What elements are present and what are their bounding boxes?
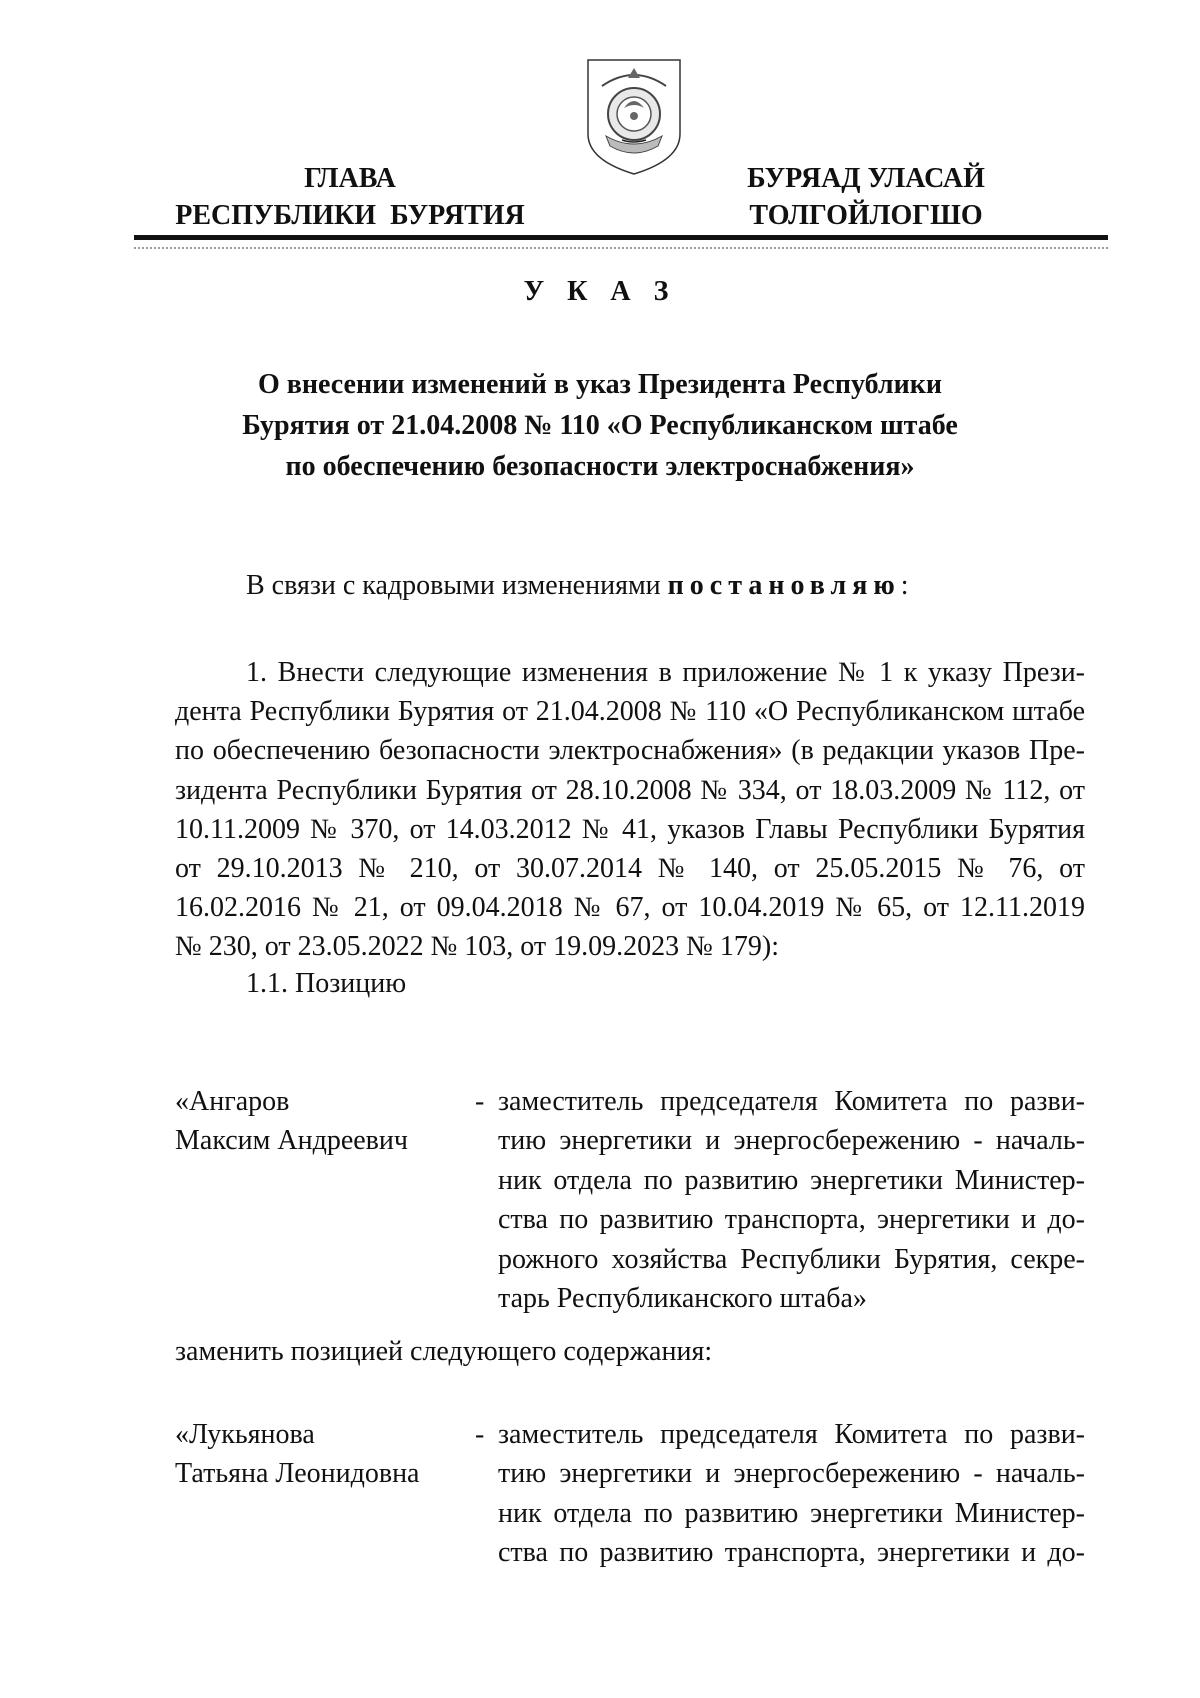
description-line: тарь Республиканского штаба»: [498, 1283, 867, 1315]
document-title-line: по обеспечению безопасности электроснабжения»: [285, 451, 915, 482]
paragraph-line: № 230, от 23.05.2022 № 103, от 19.09.2023 № 179):: [175, 931, 779, 963]
paragraph-line: от 29.10.2013 № 210, от 30.07.2014 № 140, от 25.05.2015 № 76, от: [175, 853, 1085, 885]
subpoint-1-1: 1.1. Позицию: [246, 968, 407, 999]
issuer-title-bua-line1: БУРЯАД УЛАСАЙ: [747, 163, 985, 194]
document-title-line: Бурятия от 21.04.2008 № 110 «О Республиканском штабе: [242, 410, 958, 441]
preamble-decision-word: постановляю: [667, 570, 901, 601]
issuer-title-bua: [708, 160, 1024, 234]
description-line: ник отдела по развитию энергетики Министер-: [498, 1164, 1085, 1196]
new-position-description: [498, 1415, 1085, 1573]
description-line: ник отдела по развитию энергетики Министер-: [498, 1497, 1085, 1529]
preamble: [246, 570, 909, 602]
document-type: У К А З: [523, 276, 677, 307]
issuer-title-ru-line2: РЕСПУБЛИКИ БУРЯТИЯ: [175, 200, 525, 231]
old-position-description: [498, 1082, 1085, 1318]
issuer-title-ru-line1: ГЛАВА: [304, 163, 396, 194]
paragraph-line: 1. Внести следующие изменения в приложение № 1 к указу Прези-: [246, 657, 1085, 688]
new-position-given-names: Татьяна Леонидовна: [175, 1458, 420, 1490]
document-title: [200, 364, 1000, 487]
issuer-title-ru: [160, 160, 540, 234]
description-line: ства по развитию транспорта, энергетики и до-: [498, 1537, 1085, 1569]
description-line: рожного хозяйства Республики Бурятия, секре-: [498, 1243, 1085, 1275]
new-position-dash: -: [475, 1419, 485, 1450]
description-line: ства по развитию транспорта, энергетики и до-: [498, 1204, 1085, 1236]
old-position-dash: -: [475, 1086, 485, 1117]
paragraph-line: 16.02.2016 № 21, от 09.04.2018 № 67, от 10.04.2019 № 65, от 12.11.2019: [175, 892, 1085, 924]
header-divider-thin: [134, 247, 1108, 249]
description-line: тию энергетики и энергосбережению - началь-: [498, 1125, 1085, 1157]
paragraph-line: по обеспечению безопасности электроснабжения» (в редакции указов Пре-: [175, 735, 1085, 767]
preamble-colon: :: [900, 570, 909, 601]
paragraph-line: 10.11.2009 № 370, от 14.03.2012 № 41, указов Главы Республики Бурятия: [175, 813, 1085, 845]
description-line: заместитель председателя Комитета по разви-: [498, 1419, 1085, 1450]
paragraph-line: дента Республики Бурятия от 21.04.2008 № 110 «О Республиканском штабе: [175, 696, 1085, 728]
preamble-text: В связи с кадровыми изменениями: [246, 570, 668, 601]
header-divider-thick: [134, 235, 1108, 240]
coat-of-arms-icon: [582, 56, 686, 178]
new-position-surname: «Лукьянова: [175, 1419, 315, 1450]
old-position-given-names: Максим Андреевич: [175, 1125, 408, 1157]
old-position-name: [175, 1082, 475, 1161]
issuer-title-bua-line2: ТОЛГОЙЛОГШО: [749, 200, 983, 231]
new-position-name: [175, 1415, 475, 1494]
paragraph-line: зидента Республики Бурятия от 28.10.2008 № 334, от 18.03.2009 № 112, от: [175, 774, 1085, 806]
paragraph-1: [175, 653, 1085, 967]
document-title-line: О внесении изменений в указ Президента Республики: [257, 369, 943, 400]
description-line: тию энергетики и энергосбережению - началь-: [498, 1458, 1085, 1490]
description-line: заместитель председателя Комитета по разви-: [498, 1086, 1085, 1117]
replace-instruction: заменить позицией следующего содержания:: [175, 1336, 713, 1367]
old-position-surname: «Ангаров: [175, 1086, 290, 1117]
